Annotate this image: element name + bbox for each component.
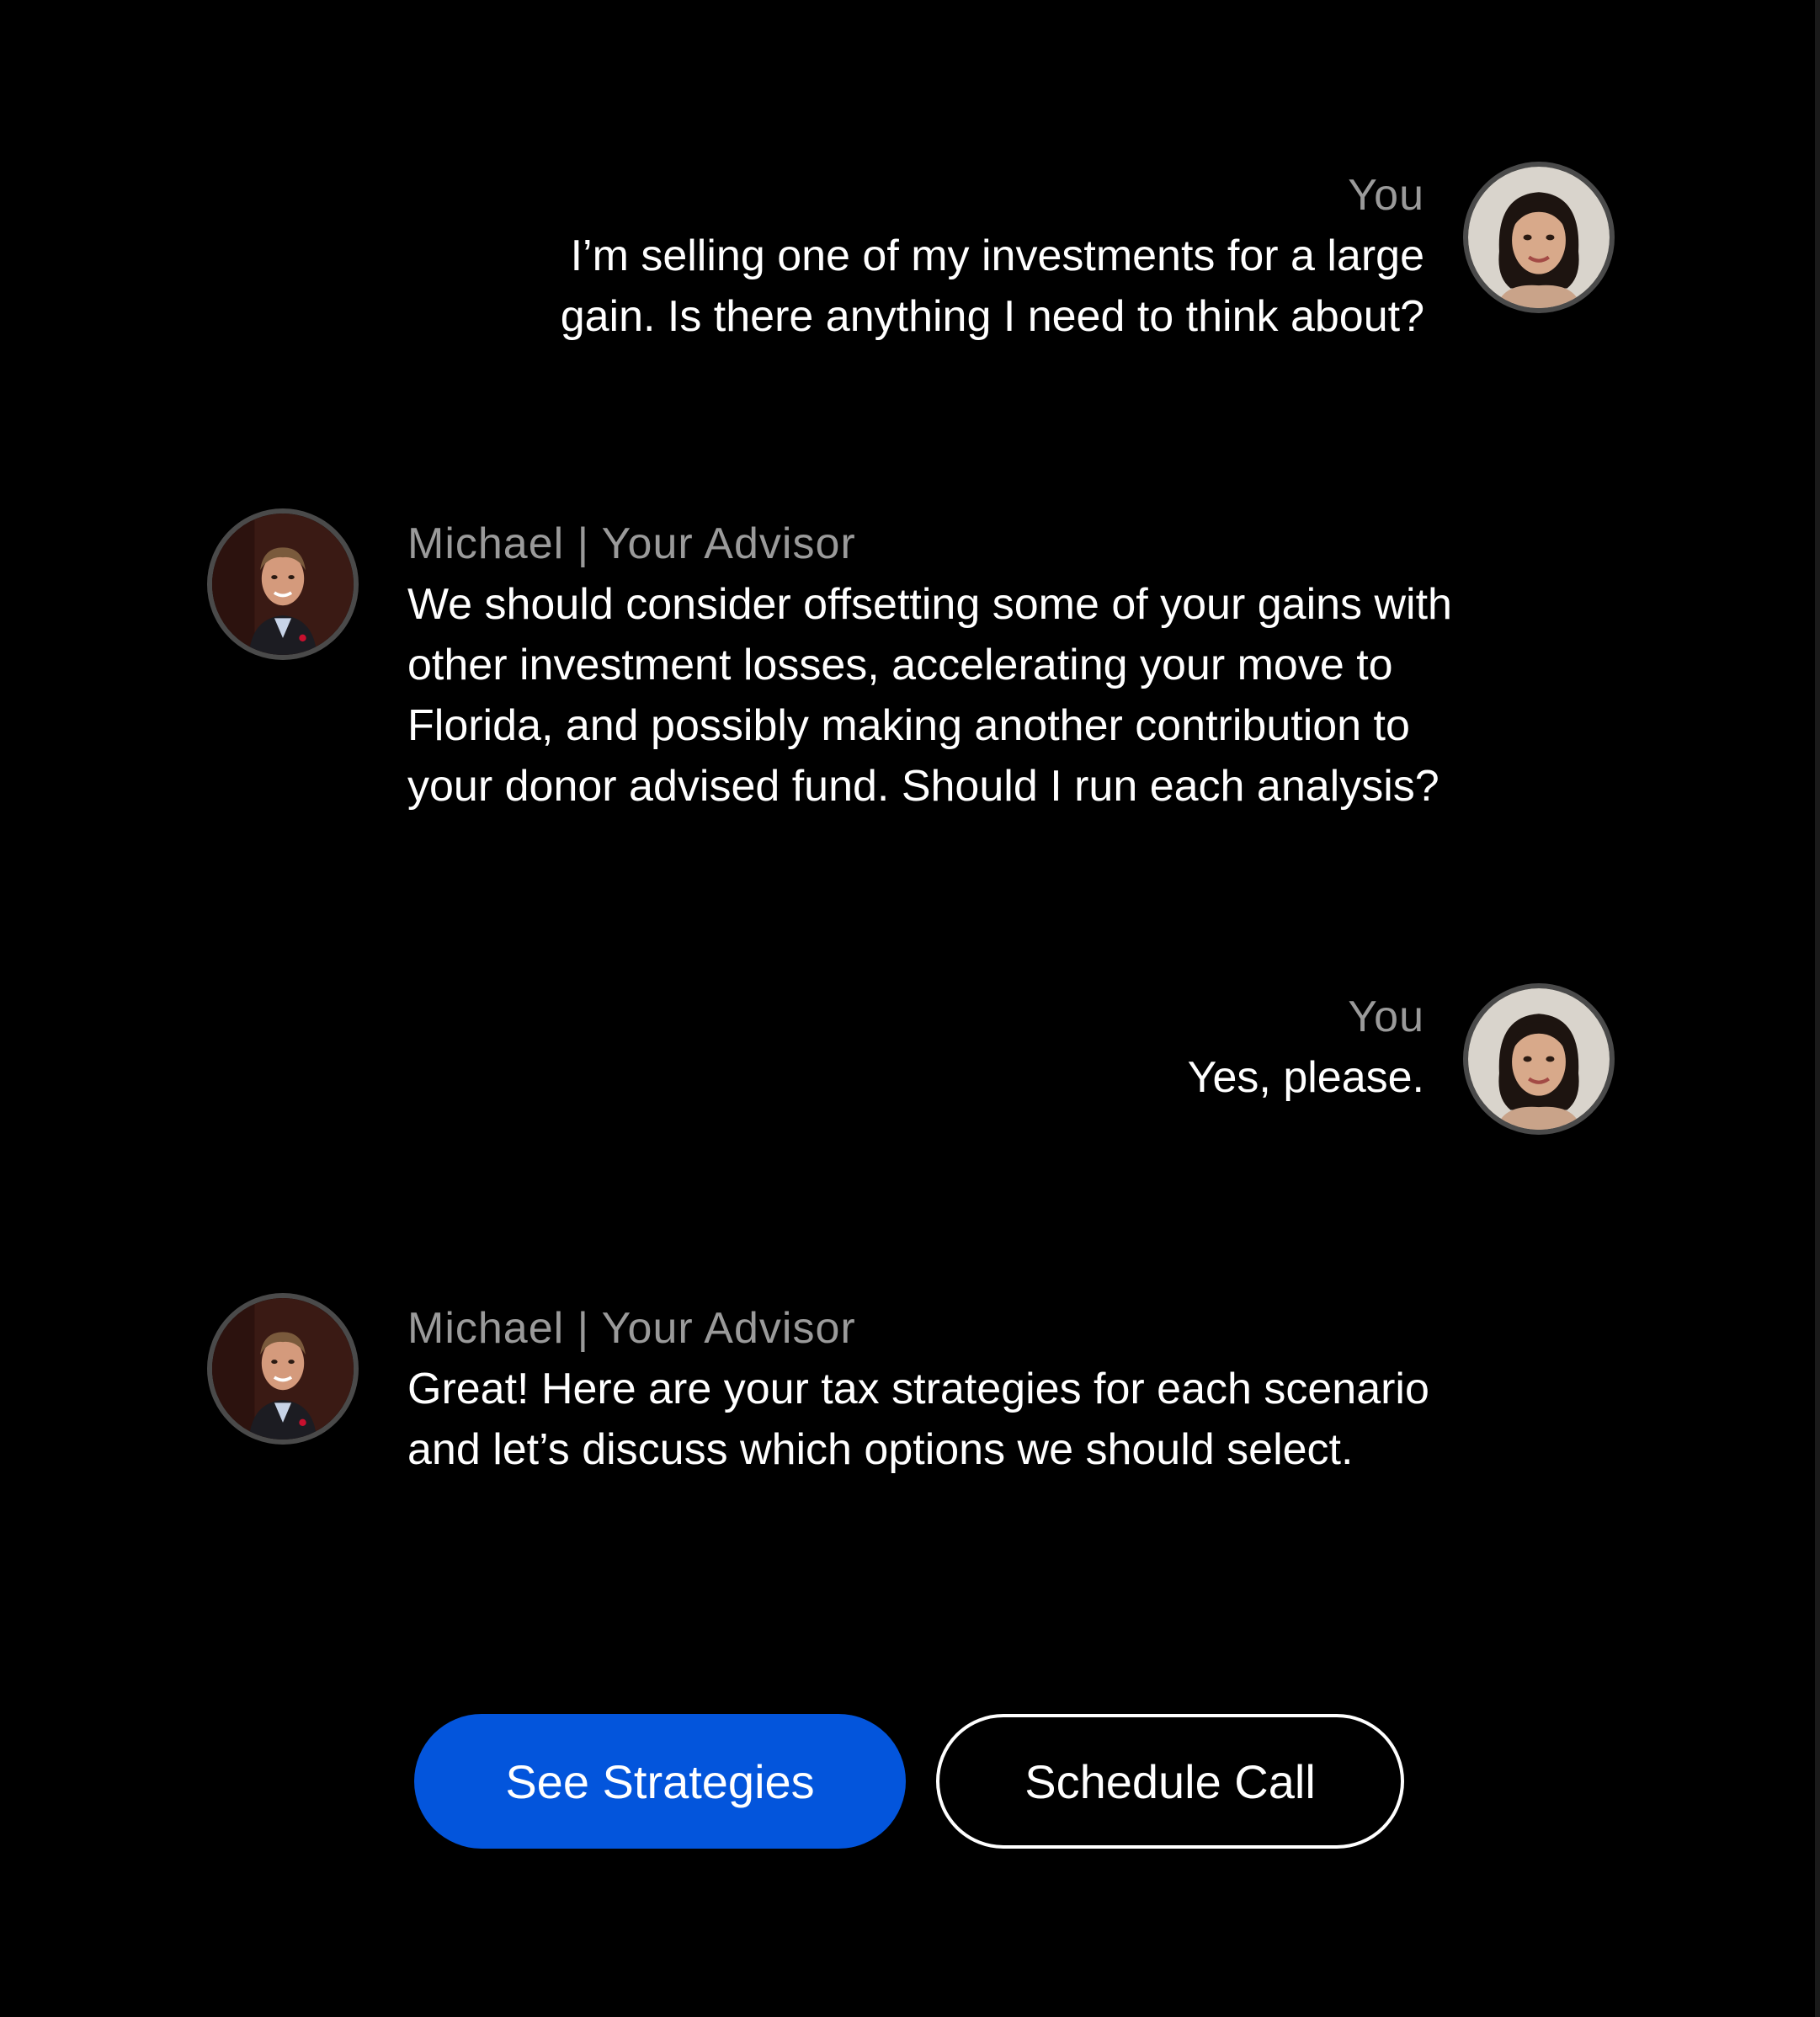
- advisor-avatar-image: [212, 514, 354, 655]
- message-text: Yes, please.: [1187, 1053, 1424, 1102]
- scroll-edge: [1815, 0, 1820, 2017]
- message-text: I’m selling one of my investments for a large gain. Is there anything I need to think about?: [560, 232, 1424, 341]
- advisor-avatar: [207, 508, 359, 660]
- message-user-2: [330, 990, 1424, 1108]
- user-avatar: [1463, 983, 1615, 1135]
- advisor-avatar: [207, 1293, 359, 1445]
- sender-label: You: [1348, 993, 1424, 1041]
- see-strategies-button[interactable]: See Strategies: [414, 1714, 906, 1849]
- schedule-call-button[interactable]: Schedule Call: [936, 1714, 1404, 1849]
- message-text: We should consider offsetting some of your gains with other investment losses, accelerating your move to Florida, and possibly making another contribution to your donor advised fund. Should I run each analysis?: [407, 580, 1452, 811]
- message-user-1: [330, 168, 1424, 347]
- sender-label: Michael | Your Advisor: [407, 519, 856, 568]
- user-avatar: [1463, 162, 1615, 313]
- sender-label: You: [1348, 171, 1424, 220]
- message-advisor-1: [407, 517, 1628, 817]
- user-avatar-image: [1468, 988, 1610, 1130]
- user-avatar-image: [1468, 167, 1610, 308]
- message-advisor-2: [407, 1301, 1628, 1480]
- message-text: Great! Here are your tax strategies for each scenario and let’s discuss which options we should select.: [407, 1365, 1429, 1474]
- advisor-avatar-image: [212, 1298, 354, 1440]
- sender-label: Michael | Your Advisor: [407, 1304, 856, 1353]
